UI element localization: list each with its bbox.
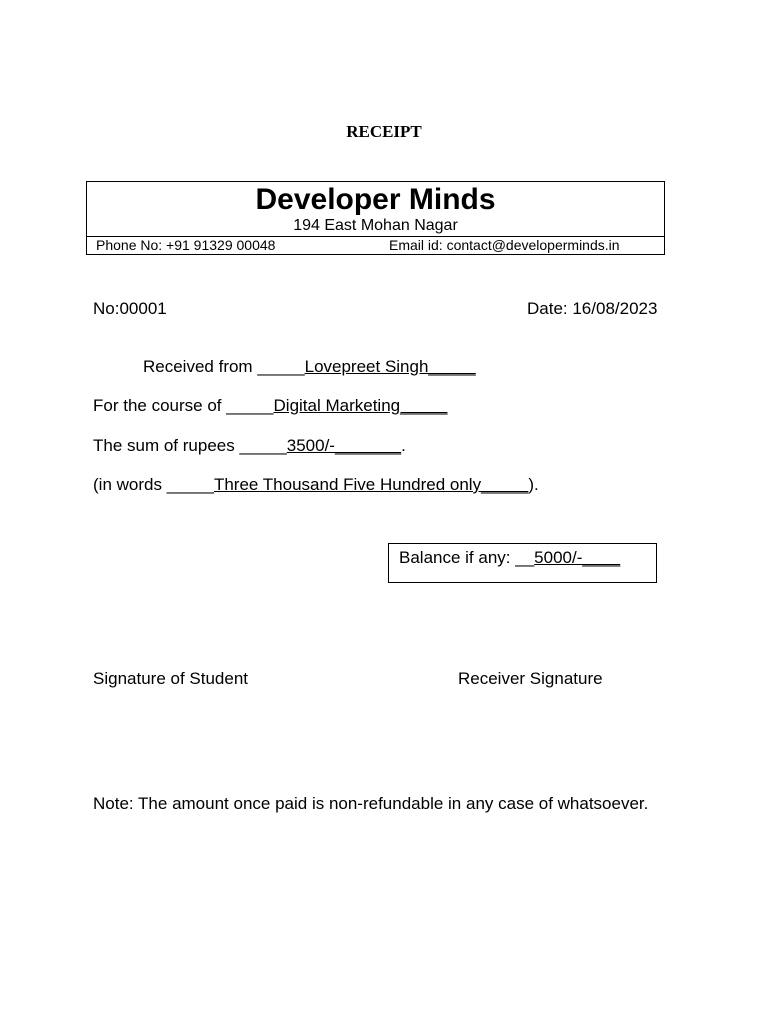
signature-student: Signature of Student	[93, 669, 249, 688]
in-words-value: Three Thousand Five Hundred only_____	[213, 475, 529, 494]
refund-note: Note: The amount once paid is non-refundable in any case of whatsoever.	[93, 794, 649, 813]
contact-row	[87, 236, 664, 255]
balance-value: 5000/-____	[534, 548, 621, 567]
course-blank: _____	[226, 396, 274, 415]
in-words-line	[93, 475, 539, 495]
sum-label: The sum of rupees	[93, 436, 240, 455]
company-header-box	[86, 181, 665, 255]
course-value: Digital Marketing_____	[273, 396, 448, 415]
balance-label: Balance if any:	[399, 548, 516, 567]
course-line	[93, 396, 447, 416]
sum-suffix: .	[401, 436, 406, 455]
company-address: 194 East Mohan Nagar	[293, 217, 458, 234]
in-words-blank: _____	[166, 475, 214, 494]
received-from-value: Lovepreet Singh_____	[304, 357, 476, 376]
receipt-title: RECEIPT	[346, 122, 422, 141]
balance-box	[388, 543, 657, 583]
course-label: For the course of	[93, 396, 227, 415]
sum-line	[93, 436, 406, 456]
sum-value: 3500/-_______	[286, 436, 402, 455]
in-words-label: (in words	[93, 475, 167, 494]
balance-blank: __	[515, 548, 535, 567]
company-name: Developer Minds	[255, 183, 496, 216]
received-from-line	[143, 357, 476, 377]
in-words-suffix: ).	[528, 475, 539, 494]
sum-blank: _____	[239, 436, 287, 455]
receipt-number: No:00001	[93, 299, 167, 318]
received-from-blank: _____	[257, 357, 305, 376]
receipt-date: Date: 16/08/2023	[527, 299, 658, 318]
company-phone: Phone No: +91 91329 00048	[96, 237, 276, 253]
received-from-label: Received from	[143, 357, 258, 376]
company-email: Email id: contact@developerminds.in	[389, 237, 620, 253]
signature-receiver: Receiver Signature	[458, 669, 603, 688]
